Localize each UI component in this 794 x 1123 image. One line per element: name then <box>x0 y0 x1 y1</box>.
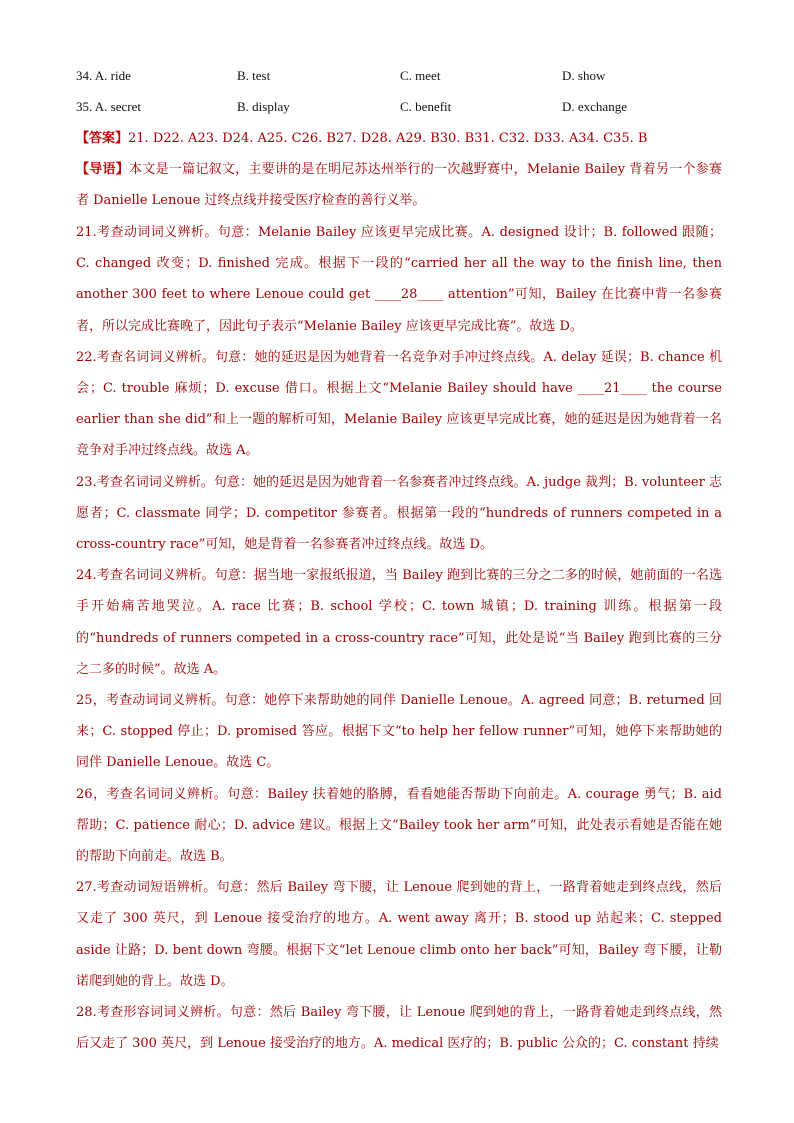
explanation-list <box>76 217 722 1059</box>
answer-key <box>76 123 722 154</box>
explanation-21: 21.考查动词词义辨析。句意：Melanie Bailey 应该更早完成比赛。A. designed 设计；B. followed 跟随；C. changed 改变；D. finished 完成。根据下一段的“carried her all the way to the finish line, then another 300 feet to where Lenoue could get ____28____ attention”可知，Bailey 在比赛中背一名参赛者，所以完成比赛晚了，因此句子表示“Melanie Bailey 应该更早完成比赛”。故选 D。 <box>76 225 722 334</box>
answer-tag: 【答案】 <box>76 131 129 146</box>
explanation-23: 23.考查名词词义辨析。句意：她的延迟是因为她背着一名参赛者冲过终点线。A. judge 裁判；B. volunteer 志愿者；C. classmate 同学；D. competitor 参赛者。根据第一段的“hundreds of runners competed in a cross-country race”可知，她是背着一名参赛者冲过终点线。故选 D。 <box>76 474 722 553</box>
option-row-34 <box>76 68 736 88</box>
explanation-25: 25，考查动词词义辨析。句意：她停下来帮助她的同伴 Danielle Lenoue。A. agreed 同意；B. returned 回来；C. stopped 停止；D. promised 答应。根据下文“to help her fellow runner”可知，她停下来帮助她的同伴 Danielle Lenoue。故选 C。 <box>76 693 722 771</box>
option-a: 34. A. ride <box>76 68 131 83</box>
explanation-26: 26，考查名词词义辨析。句意：Bailey 扶着她的胳膊，看看她能否帮助下向前走。A. courage 勇气；B. aid 帮助；C. patience 耐心；D. advice 建议。根据上文“Bailey took her arm”可知，此处表示看她是否能在她的帮助下向前走。故选 B。 <box>76 786 722 865</box>
option-row-35 <box>76 99 736 119</box>
explanation-24: 24.考查名词词义辨析。句意：据当地一家报纸报道，当 Bailey 跑到比赛的三分之二多的时候，她前面的一名选手开始痛苦地哭泣。A. race 比赛；B. school 学校；C. town 城镇；D. training 训练。根据第一段的“hundreds of runners competed in a cross-country race”可知，此处是说“当 Bailey 跑到比赛的三分之二多的时候”。故选 A。 <box>76 568 722 677</box>
option-b: B. test <box>237 68 271 83</box>
option-a: 35. A. secret <box>76 99 141 114</box>
answer-text: 21. D22. A23. D24. A25. C26. B27. D28. A29. B30. B31. C32. D33. A34. C35. B <box>128 131 648 146</box>
explanation-22: 22.考查名词词义辨析。句意：她的延迟是因为她背着一名竞争对手冲过终点线。A. delay 延误；B. chance 机会；C. trouble 麻烦；D. excuse 借口。根据上文“Melanie Bailey should have ____21____ the course earlier than she did”和上一题的解析可知，Melanie Bailey 应该更早完成比赛，她的延迟是因为她背着一名竞争对手冲过终点线。故选 A。 <box>76 349 722 459</box>
guide-paragraph <box>76 154 722 216</box>
option-b: B. display <box>237 99 290 114</box>
explanation-28: 28.考查形容词词义辨析。句意：然后 Bailey 弯下腰，让 Lenoue 爬到她的背上，一路背着她走到终点线，然后又走了 300 英尺，到 Lenoue 接受治疗的地方。A. medical 医疗的；B. public 公众的；C. constant 持续 <box>76 1005 722 1052</box>
option-d: D. exchange <box>562 99 627 114</box>
explanation-27: 27.考查动词短语辨析。句意：然后 Bailey 弯下腰，让 Lenoue 爬到她的背上，一路背着她走到终点线，然后又走了 300 英尺，到 Lenoue 接受治疗的地方。A. went away 离开；B. stood up 站起来；C. stepped aside 让路；D. bent down 弯腰。根据下文“let Lenoue climb onto her back”可知，Bailey 弯下腰，让勒诺爬到她的背上。故选 D。 <box>76 880 722 989</box>
guide-text: 本文是一篇记叙文，主要讲的是在明尼苏达州举行的一次越野赛中，Melanie Bailey 背着另一个参赛者 Danielle Lenoue 过终点线并接受医疗检查的善行义举。 <box>76 162 722 209</box>
option-c: C. meet <box>400 68 441 83</box>
option-c: C. benefit <box>400 99 452 114</box>
guide-tag: 【导语】 <box>76 162 130 177</box>
option-d: D. show <box>562 68 606 83</box>
